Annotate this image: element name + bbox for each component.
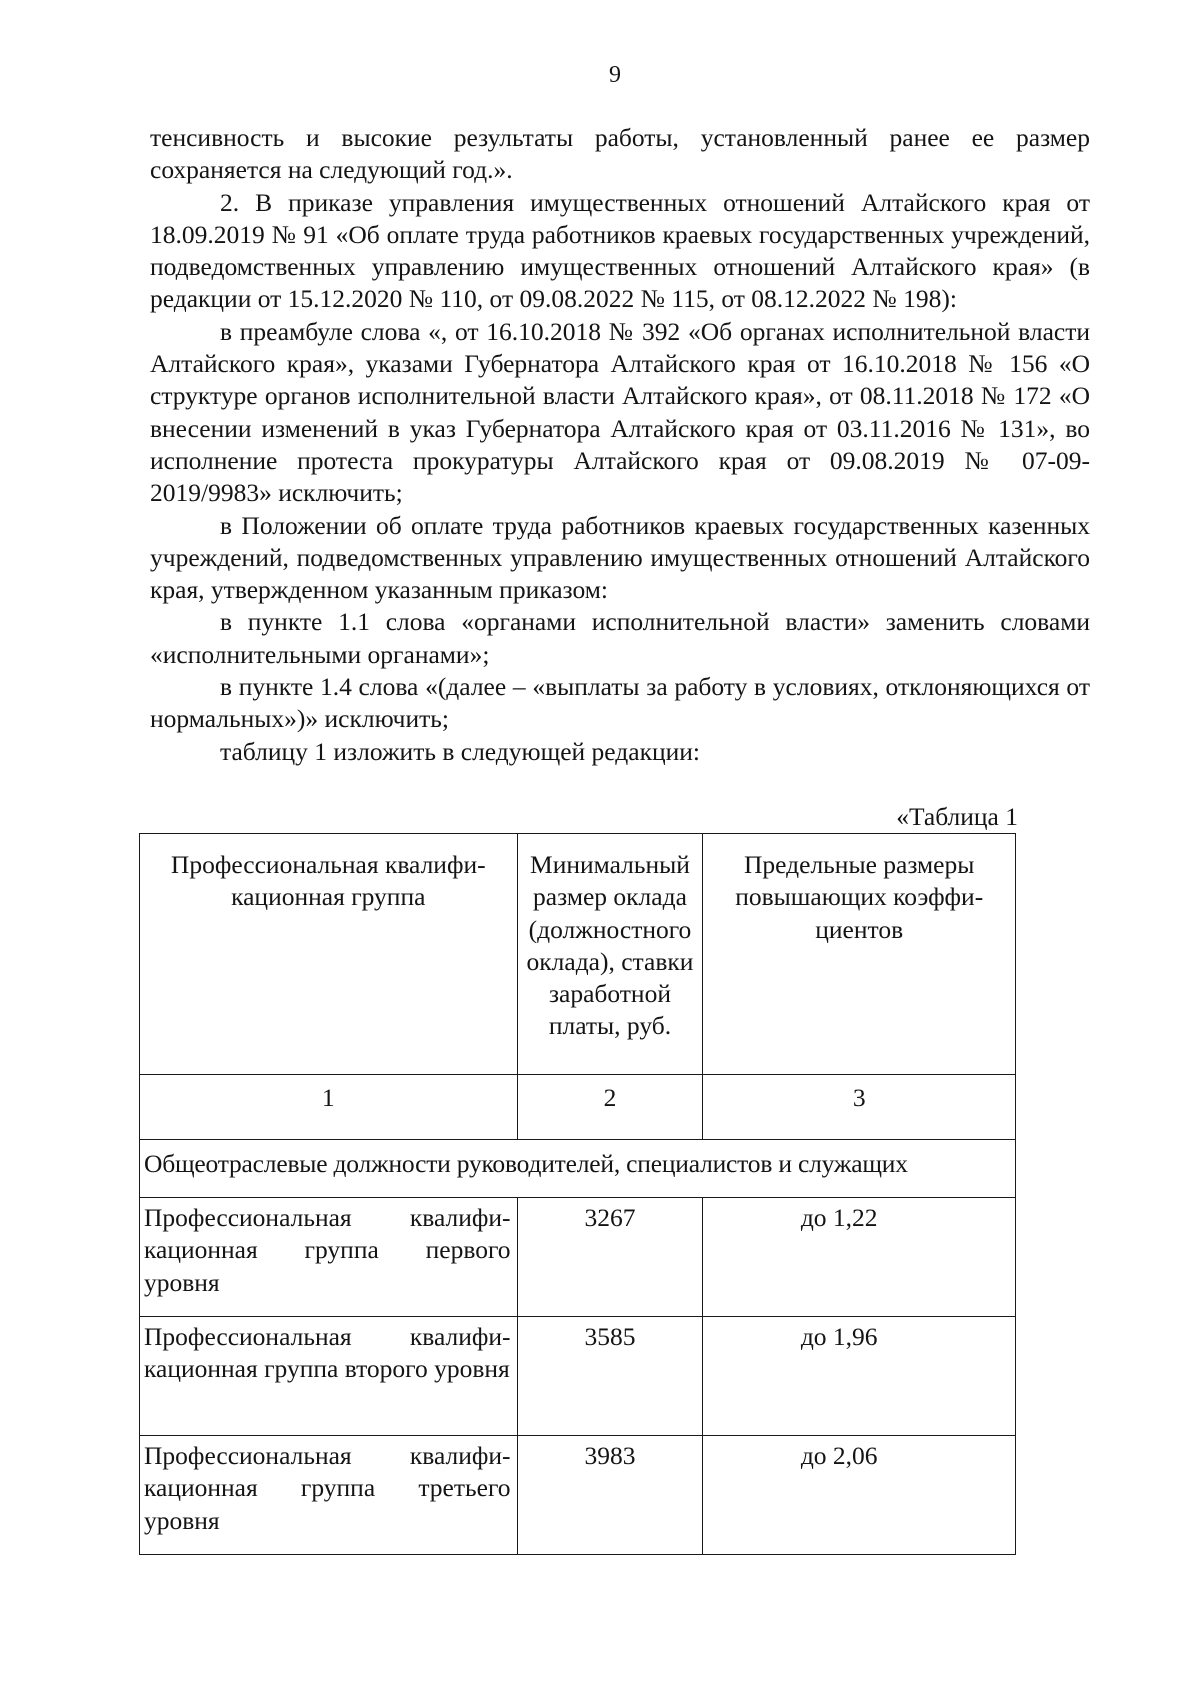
table-row <box>140 1317 1016 1436</box>
table-header-row <box>140 834 1016 1075</box>
table-caption: «Таблица 1 <box>896 802 1018 831</box>
table-cell-coefficient: до 1,22 <box>703 1198 1016 1317</box>
table-cell-salary: 3585 <box>517 1317 703 1436</box>
table-cell-group: Профессиональная квалификационная группа первого уровня <box>140 1198 518 1317</box>
paragraph: тенсивность и высокие результаты работы, установленный ранее ее размер сохраняется на следующий год.». <box>150 123 1090 185</box>
table-cell-salary: 3267 <box>517 1198 703 1317</box>
table-cell-group: Профессиональная квалификационная группа второго уровня <box>140 1317 518 1436</box>
body-text <box>150 122 1090 768</box>
table-header-cell: Профессиональная квалификационная группа <box>140 834 518 1075</box>
page-number: 9 <box>609 62 621 88</box>
paragraph: 2. В приказе управления имущественных отношений Алтайского края от 18.09.2019 № 91 «Об оплате труда работников краевых государственных учреждений, подведомственных управлению имущественных отношений Алтайского края» (в редакции от 15.12.2020 № 110, от 09.08.2022 № 115, от 08.12.2022 № 198): <box>150 187 1090 314</box>
paragraph: в Положении об оплате труда работников краевых государственных казенных учреждений, подведомственных управлению имущественных отношений Алтайского края, утвержденном указанным приказом: <box>150 510 1090 605</box>
column-number: 3 <box>703 1075 1016 1140</box>
table-cell-salary: 3983 <box>517 1436 703 1555</box>
table-row <box>140 1198 1016 1317</box>
table-section-row <box>140 1140 1016 1198</box>
table-header-cell: Предельные размеры повышающих коэффициентов <box>703 834 1016 1075</box>
table-header-cell: Минимальный размер оклада (должностного оклада), ставки заработной платы, руб. <box>517 834 703 1075</box>
table-cell-coefficient: до 1,96 <box>703 1317 1016 1436</box>
table-cell-group: Профессиональная квалификационная группа третьего уровня <box>140 1436 518 1555</box>
paragraph: в пункте 1.1 слова «органами исполнительной власти» заменить словами «исполнительными органами»; <box>150 607 1090 669</box>
table-cell-coefficient: до 2,06 <box>703 1436 1016 1555</box>
table-column-number-row <box>140 1075 1016 1140</box>
column-number: 2 <box>517 1075 703 1140</box>
paragraph: таблицу 1 изложить в следующей редакции: <box>220 736 700 766</box>
salary-table <box>139 833 1016 1555</box>
table-section-title: Общеотраслевые должности руководителей, специалистов и служащих <box>140 1140 1016 1198</box>
column-number: 1 <box>140 1075 518 1140</box>
paragraph: в пункте 1.4 слова «(далее – «выплаты за работу в условиях, отклоняющихся от нормальных»)» исключить; <box>150 672 1090 734</box>
table-row <box>140 1436 1016 1555</box>
paragraph: в преамбуле слова «, от 16.10.2018 № 392 «Об органах исполнительной власти Алтайского края», указами Губернатора Алтайского края от 16.10.2018 № 156 «О структуре органов исполнительной власти Алтайского края», от 08.11.2018 № 172 «О внесении изменений в указ Губернатора Алтайского края от 03.11.2016 № 131», во исполнение протеста прокуратуры Алтайского края от 09.08.2019 № 07-09-2019/9983» исключить; <box>150 316 1090 508</box>
